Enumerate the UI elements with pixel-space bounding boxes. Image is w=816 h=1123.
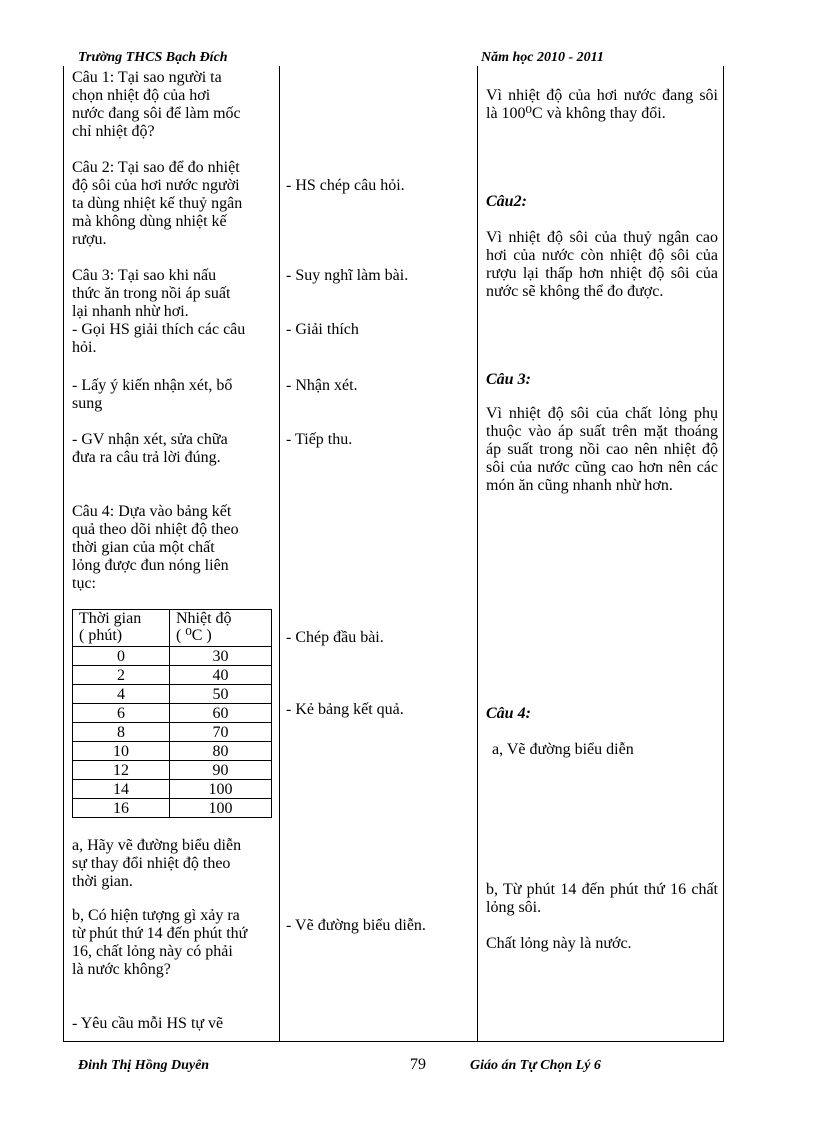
student-comment: - Nhận xét. [286,377,358,394]
temp-cell: 80 [170,742,272,761]
table-row [73,780,272,799]
footer-subject: Giáo án Tự Chọn Lý 6 [470,1058,601,1073]
table-row [73,666,272,685]
temp-cell: 60 [170,704,272,723]
student-think: - Suy nghĩ làm bài. [286,267,409,284]
table-row [73,704,272,723]
time-cell: 12 [73,761,170,780]
header-time: Thời gian ( phút) [73,610,170,647]
temp-cell: 50 [170,685,272,704]
table-row [73,799,272,818]
question-4b: b, Có hiện tượng gì xảy ra từ phút thứ 14 đến phút thứ 16, chất lỏng này có phải là nước không? [72,907,248,978]
table-row [73,723,272,742]
table-row [73,685,272,704]
heading-question-4: Câu 4: [486,705,531,722]
student-receive: - Tiếp thu. [286,431,353,448]
temp-cell: 90 [170,761,272,780]
collect-feedback: - Lấy ý kiến nhận xét, bổ sung [72,377,233,412]
table-header-row [73,610,272,647]
question-1: Câu 1: Tại sao người ta chọn nhiệt độ của hơi nước đang sôi để làm mốc chỉ nhiệt độ? [72,69,241,140]
teacher-review: - GV nhận xét, sửa chữa đưa ra câu trả lời đúng. [72,431,228,466]
table-row [73,742,272,761]
heading-question-2: Câu2: [486,193,527,210]
answer-1: Vì nhiệt độ của hơi nước đang sôi là 100⁰C và không thay đổi. [486,87,718,122]
question-4a: a, Hãy vẽ đường biểu diễn sự thay đổi nhiệt độ theo thời gian. [72,837,242,890]
time-cell: 8 [73,723,170,742]
table-row [73,761,272,780]
answer-4b: b, Từ phút 14 đến phút thứ 16 chất lỏng sôi. [486,881,718,916]
question-4: Câu 4: Dựa vào bảng kết quả theo dõi nhiệt độ theo thời gian của một chất lỏng được đun nóng liên tục: [72,503,239,592]
question-2: Câu 2: Tại sao để đo nhiệt độ sôi của hơi nước người ta dùng nhiệt kế thuỷ ngân mà không dùng nhiệt kế rượu. [72,159,243,248]
temp-cell: 70 [170,723,272,742]
temp-cell: 100 [170,799,272,818]
assign-drawing: - Yêu cầu mỗi HS tự vẽ [72,1015,224,1032]
answer-3: Vì nhiệt độ sôi của chất lỏng phụ thuộc vào áp suất trên mặt thoáng áp suất trong nồi cao nên nhiệt độ sôi của nước cũng cao hơn nên các món ăn cũng nhanh nhừ hơn. [486,405,718,494]
time-cell: 10 [73,742,170,761]
temperature-data-table [72,609,272,818]
border-left [63,66,64,1042]
time-cell: 2 [73,666,170,685]
border-bottom [63,1041,724,1042]
time-cell: 4 [73,685,170,704]
time-cell: 6 [73,704,170,723]
time-cell: 0 [73,647,170,666]
student-explain: - Giải thích [286,321,359,338]
temp-cell: 100 [170,780,272,799]
divider-col2 [477,66,478,1042]
temp-cell: 40 [170,666,272,685]
answer-4b-conclusion: Chất lỏng này là nước. [486,935,632,952]
student-copy-questions: - HS chép câu hỏi. [286,177,405,194]
header-school: Trường THCS Bạch Đích [78,50,228,65]
answer-4a: a, Vẽ đường biểu diễn [492,741,634,758]
time-cell: 16 [73,799,170,818]
temp-cell: 30 [170,647,272,666]
divider-col1 [279,66,280,1042]
border-right [723,66,724,1042]
heading-question-3: Câu 3: [486,371,531,388]
student-copy-task: - Chép đầu bài. [286,629,384,646]
time-cell: 14 [73,780,170,799]
header-year: Năm học 2010 - 2011 [481,50,604,65]
footer-author: Đinh Thị Hồng Duyên [78,1058,210,1073]
question-3: Câu 3: Tại sao khi nấu thức ăn trong nồi áp suất lại nhanh nhừ hơi. - Gọi HS giải thích các câu hỏi. [72,267,246,356]
student-draw-graph: - Vẽ đường biểu diễn. [286,917,426,934]
student-draw-table: - Kẻ bảng kết quả. [286,701,404,718]
answer-2: Vì nhiệt độ sôi của thuỷ ngân cao hơi của nước còn nhiệt độ sôi của rượu lại thấp hơn nhiệt độ sôi của nước sẽ không thể đo được. [486,229,718,300]
page-number: 79 [410,1056,426,1073]
header-temperature: Nhiệt độ ( ⁰C ) [170,610,272,647]
table-row [73,647,272,666]
